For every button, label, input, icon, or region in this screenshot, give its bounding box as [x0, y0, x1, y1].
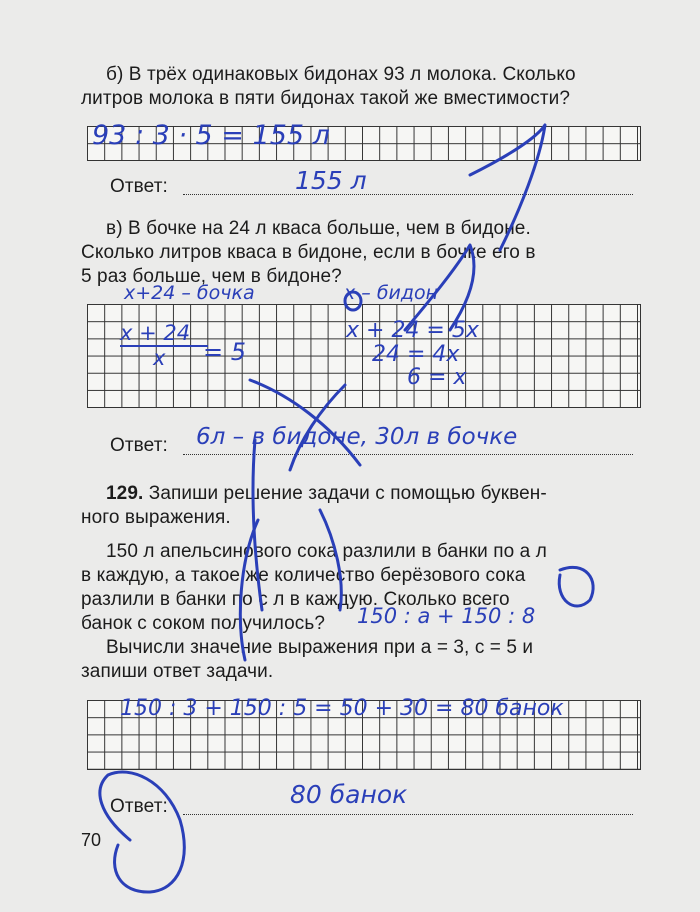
ink-stroke-cross-a	[250, 380, 360, 465]
condition-line-2: в каждую, а такое же количество берёзового сока	[81, 565, 526, 586]
ink-loop-bottom-left	[100, 772, 184, 892]
problem-129-title-line-2: ного выражения.	[81, 507, 231, 528]
ink-circle-small	[345, 292, 361, 310]
ink-stroke-upper-right	[405, 245, 474, 330]
handwritten-step-1: x + 24 = 5x	[346, 318, 479, 343]
handwritten-fraction-denominator: x	[153, 346, 166, 370]
ink-stroke-cross-b	[290, 385, 345, 470]
answer-label-b: Ответ:	[110, 176, 168, 197]
page-number: 70	[81, 830, 102, 850]
handwritten-note-left: x+24 – бочка	[124, 282, 255, 304]
handwritten-expression: 150 : a + 150 : 8	[357, 604, 536, 628]
problem-v-line-2: Сколько литров кваса в бидоне, если в бочке его в	[81, 242, 536, 263]
handwritten-work-129: 150 : 3 + 150 : 5 = 50 + 30 = 80 банок	[120, 696, 564, 721]
handwritten-note-right: x – бидон	[344, 282, 439, 304]
problem-129-title-text: Запиши решение задачи с помощью буквен-	[148, 483, 547, 504]
condition-line-4: банок с соком получилось?	[81, 613, 326, 634]
handwritten-fraction-result: = 5	[203, 338, 247, 366]
calc-instruction-line-2: запиши ответ задачи.	[81, 661, 274, 682]
handwritten-work-b: 93 : 3 · 5 = 155 л	[92, 120, 330, 151]
calc-instruction-line-1: Вычисли значение выражения при a = 3, c = 5 и	[106, 637, 534, 658]
handwritten-step-3: 6 = x	[407, 365, 467, 390]
problem-b-line-1: б) В трёх одинаковых бидонах 93 л молока. Сколько	[106, 64, 576, 85]
handwritten-answer-v: 6л – в бидоне, 30л в бочке	[196, 424, 518, 450]
ink-circle-right	[559, 567, 593, 606]
handwritten-answer-b: 155 л	[295, 166, 367, 195]
ink-stroke-mid	[320, 510, 341, 610]
handwritten-fraction-numerator: x + 24	[120, 321, 191, 345]
handwritten-answer-129: 80 банок	[290, 780, 408, 809]
problem-number: 129.	[106, 483, 144, 504]
handwritten-step-2: 24 = 4x	[372, 342, 460, 367]
ink-stroke-top	[470, 125, 545, 250]
condition-line-1: 150 л апельсинового сока разлили в банки по a л	[106, 541, 547, 562]
problem-v-line-1: в) В бочке на 24 л кваса больше, чем в бидоне.	[106, 218, 531, 239]
answer-label-129: Ответ:	[110, 796, 168, 817]
problem-v-line-3: 5 раз больше, чем в бидоне?	[81, 266, 342, 287]
condition-line-3: разлили в банки по c л в каждую. Сколько всего	[81, 589, 510, 610]
problem-b-line-2: литров молока в пяти бидонах такой же вместимости?	[81, 88, 571, 109]
answer-label-v: Ответ:	[110, 435, 168, 456]
